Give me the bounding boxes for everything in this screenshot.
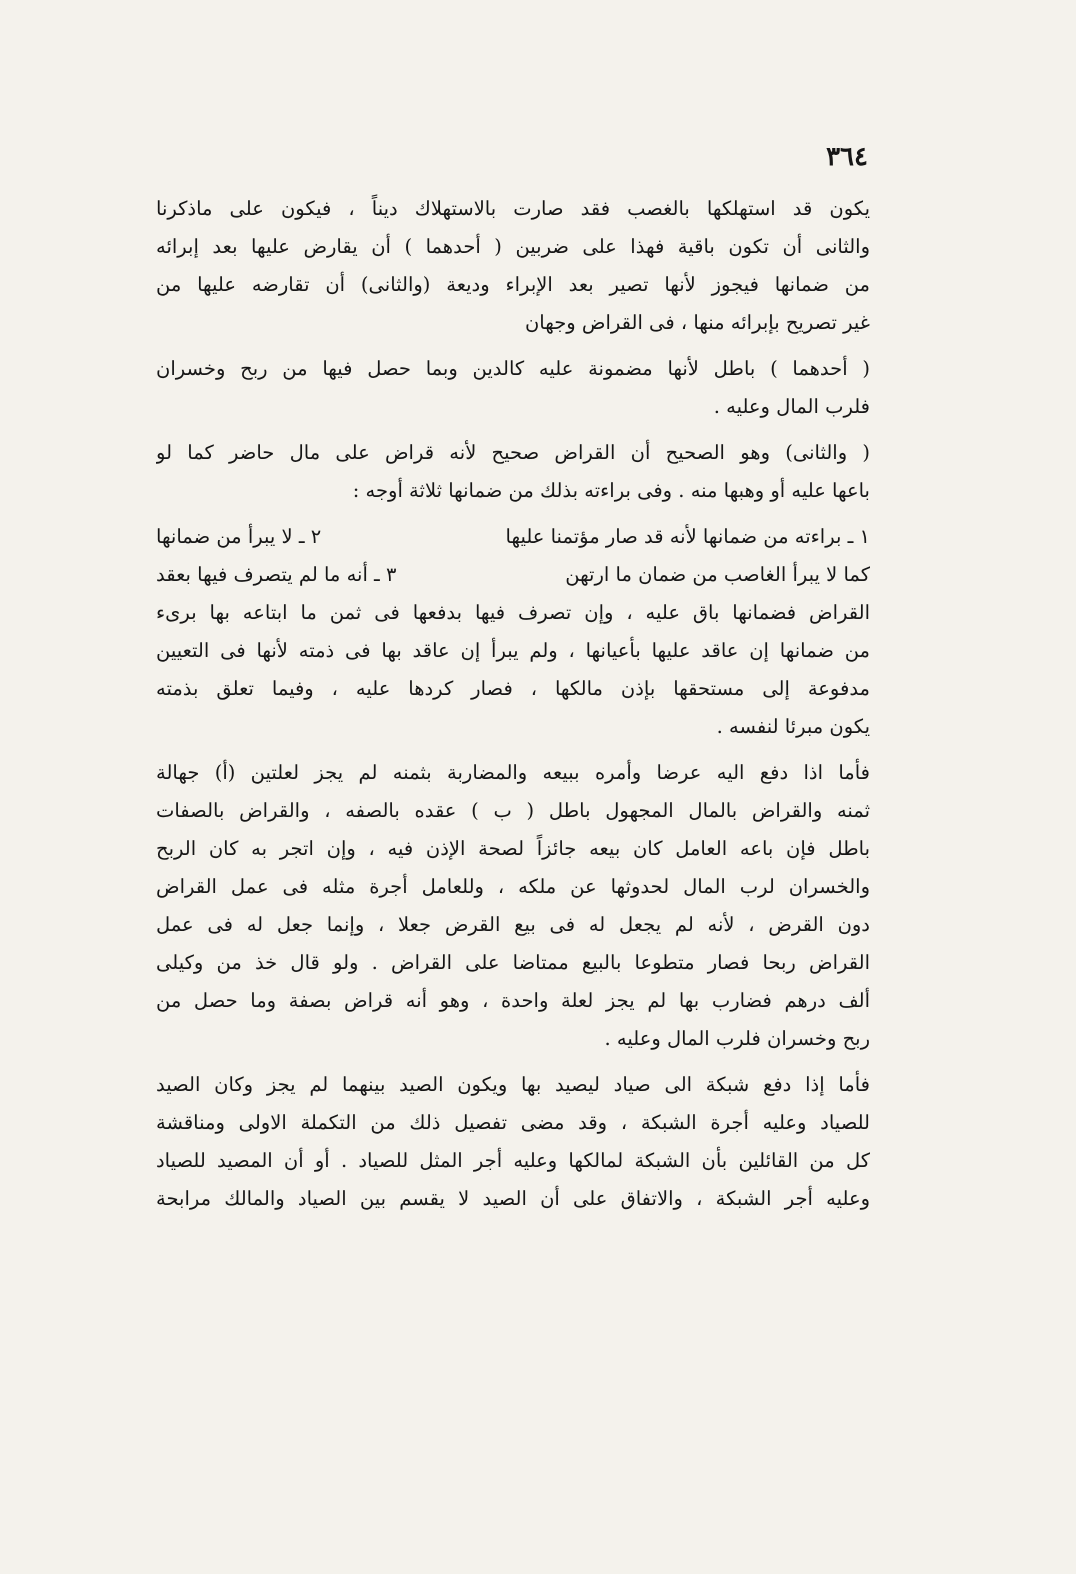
text-line: القراض ربحا فصار متطوعا بالبيع ممتاضا على القراض . ولو قال خذ من وكيلى bbox=[156, 951, 870, 974]
text-line: يكون قد استهلكها بالغصب فقد صارت بالاستهلاك ديناً ، فيكون على ماذكرنا bbox=[156, 197, 870, 220]
text-line: وعليه أجر الشبكة ، والاتفاق على أن الصيد لا يقسم بين الصياد والمالك مرابحة bbox=[156, 1187, 870, 1210]
text-line: يكون مبرئا لنفسه . bbox=[716, 715, 870, 738]
paragraph-6 bbox=[156, 1066, 870, 1218]
text-line: للصياد وعليه أجرة الشبكة ، وقد مضى تفصيل ذلك من التكملة الاولى ومناقشة bbox=[156, 1111, 870, 1134]
text-line: ألف درهم فضارب بها لم يجز لعلة واحدة ، وهو أنه قراض بصفة وما حصل من bbox=[156, 989, 870, 1012]
list-item-1: ١ ـ براءته من ضمانها لأنه قد صار مؤتمنا عليها bbox=[505, 525, 870, 548]
text-line: مدفوعة إلى مستحقها بإذن مالكها ، فصار كردها عليه ، وفيما تعلق بذمته bbox=[156, 677, 870, 700]
text-line: والثانى أن تكون باقية فهذا على ضربين ( أحدهما ) أن يقارض عليها بعد إبرائه bbox=[156, 235, 870, 258]
text-line: دون القرض ، لأنه لم يجعل له فى بيع القرض جعلا ، وإنما جعل له فى عمل bbox=[156, 913, 870, 936]
numbered-list-line bbox=[156, 556, 870, 594]
text-line: من ضمانها إن عاقد عليها بأعيانها ، ولم يبرأ إن عاقد بها فى ذمته لأنها فى التعيين bbox=[156, 639, 870, 662]
page-number: ٣٦٤ bbox=[826, 142, 868, 172]
list-item-3: ٣ ـ أنه ما لم يتصرف فيها بعقد bbox=[156, 563, 397, 586]
body-text bbox=[156, 190, 870, 1226]
paragraph-4 bbox=[156, 518, 870, 746]
list-item-2: ٢ ـ لا يبرأ من ضمانها bbox=[156, 525, 322, 548]
list-item-2-continued: كما لا يبرأ الغاصب من ضمان ما ارتهن bbox=[565, 563, 870, 586]
text-line: غير تصريح بإبرائه منها ، فى القراض وجهان bbox=[524, 311, 870, 334]
paragraph-1 bbox=[156, 190, 870, 342]
text-line: ثمنه والقراض بالمال المجهول باطل ( ب ) عقده بالصفه ، والقراض بالصفات bbox=[156, 799, 870, 822]
paragraph-3 bbox=[156, 434, 870, 510]
paragraph-2 bbox=[156, 350, 870, 426]
text-line: والخسران لرب المال لحدوثها عن ملكه ، وللعامل أجرة مثله فى عمل القراض bbox=[156, 875, 870, 898]
numbered-list-line bbox=[156, 518, 870, 556]
text-line: فأما اذا دفع اليه عرضا وأمره ببيعه والمضاربة بثمنه لم يجز لعلتين (أ) جهالة bbox=[156, 761, 870, 784]
text-line: ربح وخسران فلرب المال وعليه . bbox=[604, 1027, 870, 1050]
text-line: فلرب المال وعليه . bbox=[713, 395, 870, 418]
text-line: القراض فضمانها باق عليه ، وإن تصرف فيها بدفعها فى ثمن ما ابتاعه بها برىء bbox=[156, 601, 870, 624]
text-line: ( والثانى) وهو الصحيح أن القراض صحيح لأنه قراض على مال حاضر كما لو bbox=[156, 441, 870, 464]
text-line: فأما إذا دفع شبكة الى صياد ليصيد بها ويكون الصيد بينهما لم يجز وكان الصيد bbox=[156, 1073, 870, 1096]
text-line: ( أحدهما ) باطل لأنها مضمونة عليه كالدين وبما حصل فيها من ربح وخسران bbox=[156, 357, 870, 380]
text-line: من ضمانها فيجوز لأنها تصير بعد الإبراء وديعة (والثانى) أن تقارضه عليها من bbox=[156, 273, 870, 296]
text-line: كل من القائلين بأن الشبكة لمالكها وعليه أجر المثل للصياد . أو أن المصيد للصياد bbox=[156, 1149, 870, 1172]
text-line: باعها عليه أو وهبها منه . وفى براءته بذلك من ضمانها ثلاثة أوجه : bbox=[352, 479, 870, 502]
paragraph-5 bbox=[156, 754, 870, 1058]
text-line: باطل فإن باعه العامل كان بيعه جائزاً لصحة الإذن فيه ، وإن اتجر به كان الربح bbox=[156, 837, 870, 860]
